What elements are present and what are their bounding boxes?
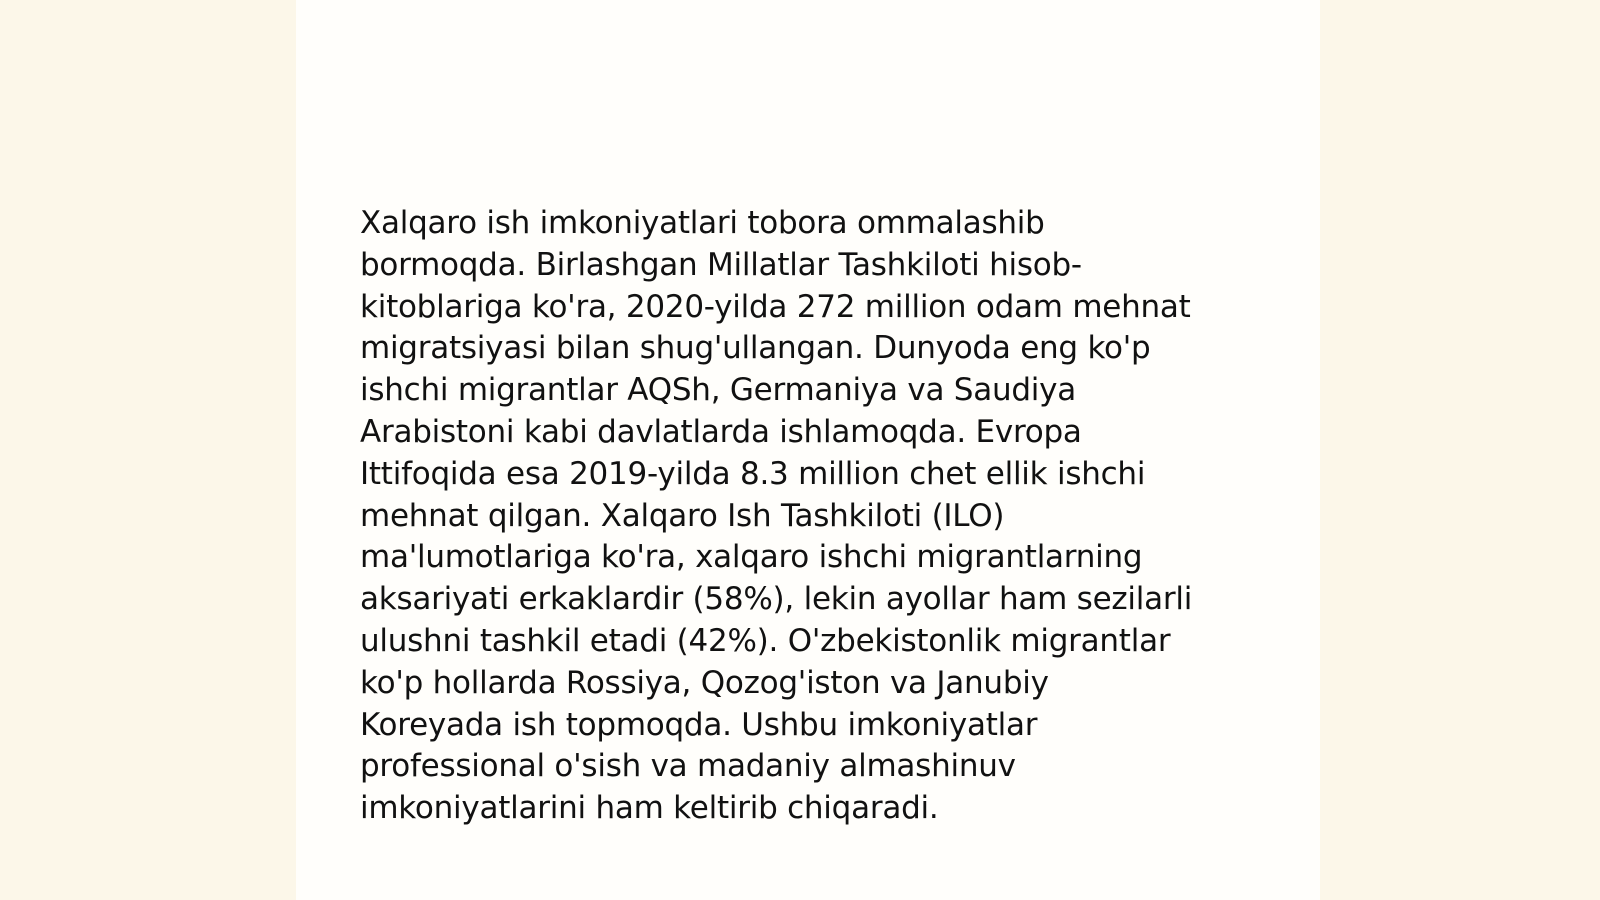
document-paragraph: Xalqaro ish imkoniyatlari tobora ommalashib bormoqda. Birlashgan Millatlar Tashkiloti hisob- kitoblariga ko'ra, 2020-yilda 272 million odam mehnat migratsiyasi bilan shug'ullangan. Dunyoda eng ko'p ishchi migrantlar AQSh, Germaniya va Saudiya Arabistoni kabi davlatlarda ishlamoqda. Evropa Ittifoqida esa 2019-yilda 8.3 million chet ellik ishchi mehnat qilgan. Xalqaro Ish Tashkiloti (ILO) ma'lumotlariga ko'ra, xalqaro ishchi migrantlarning aksariyati erkaklardir (58%), lekin ayollar ham sezilarli ulushni tashkil etadi (42%). O'zbekistonlik migrantlar ko'p hollarda Rossiya, Qozog'iston va Janubiy Koreyada ish topmoqda. Ushbu imkoniyatlar professional o'sish va madaniy almashinuv imkoniyatlarini ham keltirib chiqaradi. xyxy=(360,205,1193,827)
document-sheet xyxy=(296,0,1320,900)
